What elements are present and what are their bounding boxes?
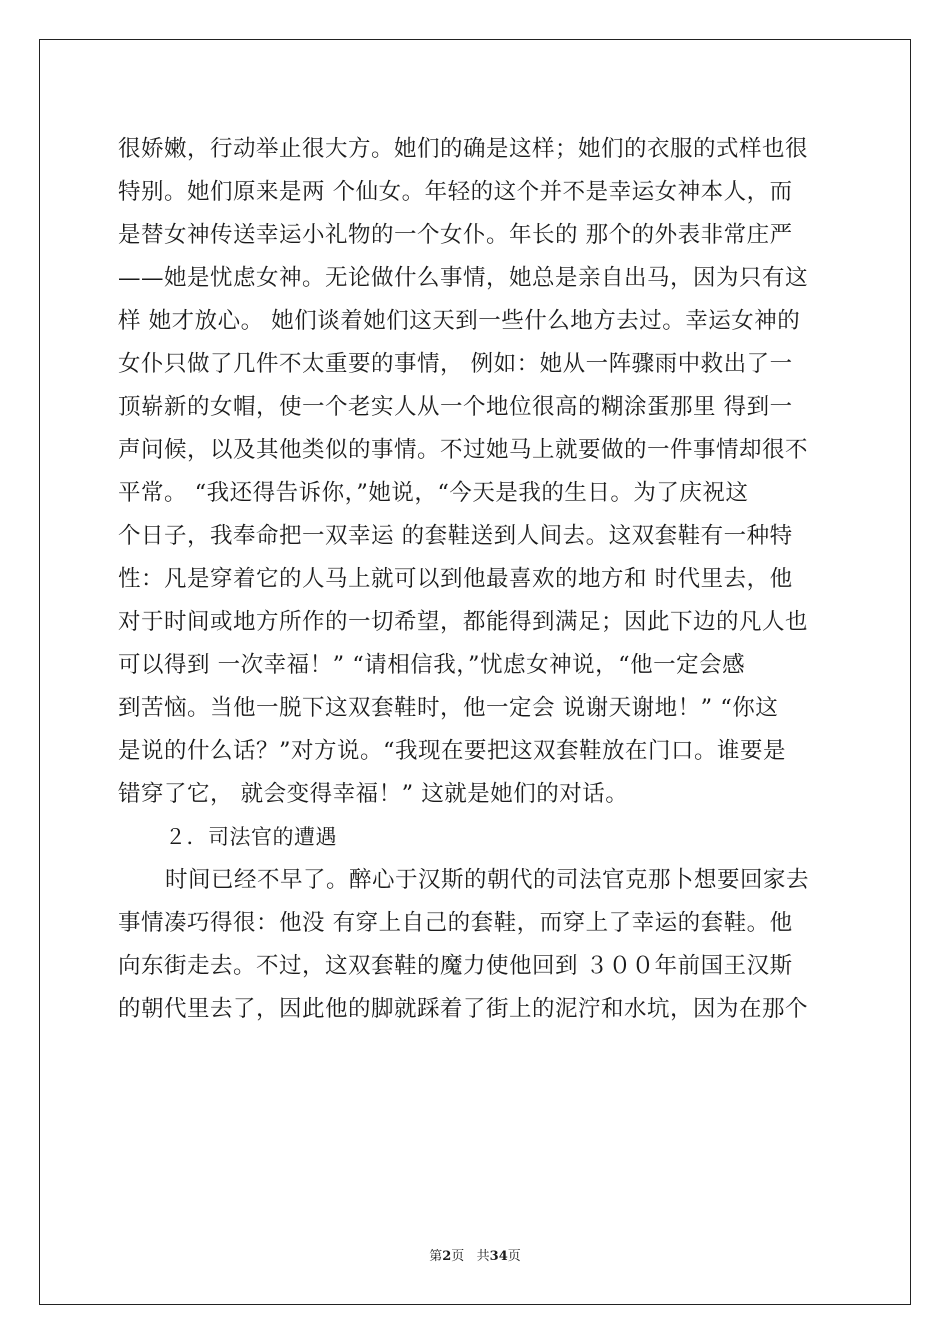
text-line: 性：凡是穿着它的人马上就可以到他最喜欢的地方和 时代里去，他 [118,566,793,592]
page-footer [0,1249,950,1265]
text-line: 错穿了它， 就会变得幸福！” 这就是她们的对话。 [118,781,629,807]
paragraph-first-line: 时间已经不早了。醉心于汉斯的朝代的司法官克那卜想要回家去 [165,867,810,893]
text-line: 声问候，以及其他类似的事情。不过她马上就要做的一件事情却很不 [118,437,809,463]
text-line: 向东街走去。不过，这双套鞋的魔力使他回到 ３００年前国王汉斯 [118,953,793,979]
text-line: 事情凑巧得很：他没 有穿上自己的套鞋，而穿上了幸运的套鞋。他 [118,910,793,936]
footer-prefix: 第 [429,1249,443,1264]
text-line: 很娇嫩，行动举止很大方。她们的确是这样；她们的衣服的式样也很 [118,136,809,162]
footer-suffix: 页 [507,1249,521,1264]
text-line: 女仆只做了几件不太重要的事情， 例如：她从一阵骤雨中救出了一 [118,351,793,377]
text-line: 是替女神传送幸运小礼物的一个女仆。年长的 那个的外表非常庄严 [118,222,793,248]
document-body [118,128,838,1031]
section-heading: ２．司法官的遭遇 [165,825,337,849]
text-line: 是说的什么话？”对方说。“我现在要把这双套鞋放在门口。谁要是 [118,738,787,764]
text-line: 可以得到 一次幸福！” “请相信我，”忧虑女神说，“他一定会感 [118,652,746,678]
footer-middle: 页 共 [451,1249,490,1264]
current-page-number: 2 [442,1249,452,1264]
text-line: 到苦恼。当他一脱下这双套鞋时，他一定会 说谢天谢地！” “你这 [118,695,779,721]
text-line: 特别。她们原来是两 个仙女。年轻的这个并不是幸运女神本人，而 [118,179,793,205]
text-line: 个日子，我奉命把一双幸运 的套鞋送到人间去。这双套鞋有一种特 [118,523,793,549]
text-line: 顶崭新的女帽，使一个老实人从一个地位很高的糊涂蛋那里 得到一 [118,394,793,420]
text-line: 的朝代里去了，因此他的脚就踩着了街上的泥泞和水坑，因为在那个 [118,996,809,1022]
text-line: ——她是忧虑女神。无论做什么事情，她总是亲自出马，因为只有这 [118,265,809,291]
total-pages-number: 34 [489,1249,508,1264]
text-line: 对于时间或地方所作的一切希望，都能得到满足；因此下边的凡人也 [118,609,809,635]
text-line: 样 她才放心。 她们谈着她们这天到一些什么地方去过。幸运女神的 [118,308,801,334]
text-line: 平常。 “我还得告诉你，”她说，“今天是我的生日。为了庆祝这 [118,480,749,506]
